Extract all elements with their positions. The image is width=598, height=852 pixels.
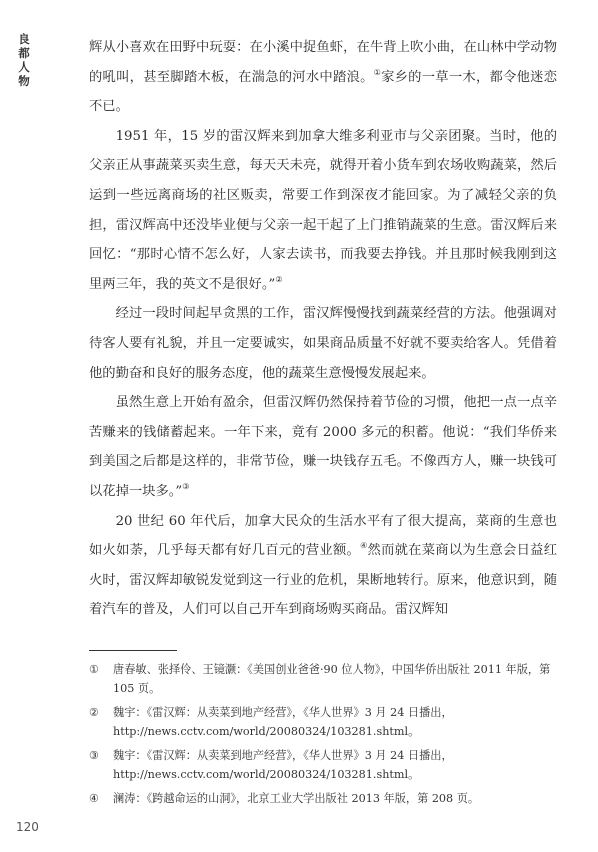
paragraph-5 xyxy=(89,507,557,625)
footnote-ref-4: ④ xyxy=(360,541,368,551)
main-text xyxy=(89,33,557,625)
footnote-item xyxy=(89,703,557,741)
paragraph-2 xyxy=(89,122,557,300)
paragraph-text: 经过一段时间起早贪黑的工作，雷汉辉慢慢找到蔬菜经营的方法。他强调对待客人要有礼貌，并且一定要诚实，如果商品质量不好就不要卖给客人。凭借着他的勤奋和良好的服务态度，他的蔬菜生意慢慢发展起来。 xyxy=(89,306,557,381)
footnotes xyxy=(89,660,557,813)
running-header-title: 良都人物 xyxy=(18,32,30,88)
footnote-text: 魏宇：《雷汉辉：从卖菜到地产经营》，《华人世界》3 月 24 日播出，http://news.cctv.com/world/20080324/103281.shtml。 xyxy=(113,749,453,781)
footnote-text: 唐春敏、张择伶、王镜灏：《美国创业爸爸·90 位人物》，中国华侨出版社 2011 年版，第 105 页。 xyxy=(113,663,551,695)
paragraph-1 xyxy=(89,33,557,122)
footnote-ref-3: ③ xyxy=(182,481,190,491)
footnote-text: 魏宇：《雷汉辉：从卖菜到地产经营》，《华人世界》3 月 24 日播出，http://news.cctv.com/world/20080324/103281.shtml。 xyxy=(113,706,453,738)
paragraph-text-tail: 然而就在菜商以为生意会日益红火时，雷汉辉却敏锐发觉到这一行业的危机，果断地转行。原来，他意识到，随着汽车的普及，人们可以自己开车到商场购买商品。雷汉辉知 xyxy=(89,543,558,618)
footnote-item xyxy=(89,746,557,784)
footnote-mark: ④ xyxy=(89,792,100,805)
footnote-mark: ② xyxy=(89,706,100,719)
footnote-ref-1: ① xyxy=(373,67,382,77)
paragraph-text: 辉从小喜欢在田野中玩耍：在小溪中捉鱼虾，在牛背上吹小曲，在山林中学动物的吼叫，甚至脚踏木板，在湍急的河水中踏浪。 xyxy=(89,40,557,85)
footnote-text: 澜涛：《跨越命运的山洞》，北京工业大学出版社 2013 年版，第 208 页。 xyxy=(113,792,480,805)
page-number: 120 xyxy=(16,820,39,834)
footnote-divider xyxy=(89,650,177,651)
paragraph-text: 20 世纪 60 年代后，加拿大民众的生活水平有了很大提高，菜商的生意也如火如荼，几乎每天都有好几百元的营业额。 xyxy=(89,513,557,559)
paragraph-3 xyxy=(89,299,557,388)
paragraph-text-tail: 家乡的一草一木，都令他迷恋不已。 xyxy=(89,69,558,115)
footnote-mark: ① xyxy=(89,663,100,676)
paragraph-text: 虽然生意上开始有盈余，但雷汉辉仍然保持着节俭的习惯，他把一点一点辛苦赚来的钱储蓄起来。一年下来，竟有 2000 多元的积蓄。他说：“我们华侨来到美国之后都是这样的，非常节俭，赚一块钱存五毛。不像西方人，赚一块钱可以花掉一块多。” xyxy=(89,395,557,499)
footnote-mark: ③ xyxy=(89,749,100,762)
footnote-item xyxy=(89,789,557,808)
footnote-item xyxy=(89,660,557,698)
footnote-ref-2: ② xyxy=(275,274,283,284)
paragraph-text: 1951 年，15 岁的雷汉辉来到加拿大维多利亚市与父亲团聚。当时，他的父亲正从事蔬菜买卖生意，每天天未亮，就得开着小货车到农场收购蔬菜，然后运到一些远离商场的社区贩卖，常要工作到深夜才能回家。为了减轻父亲的负担，雷汉辉高中还没毕业便与父亲一起干起了上门推销蔬菜的生意。雷汉辉后来回忆：“那时心情不怎么好，人家去读书，而我要去挣钱。并且那时候我刚到这里两三年，我的英文不是很好。” xyxy=(89,128,557,292)
paragraph-4 xyxy=(89,388,557,506)
